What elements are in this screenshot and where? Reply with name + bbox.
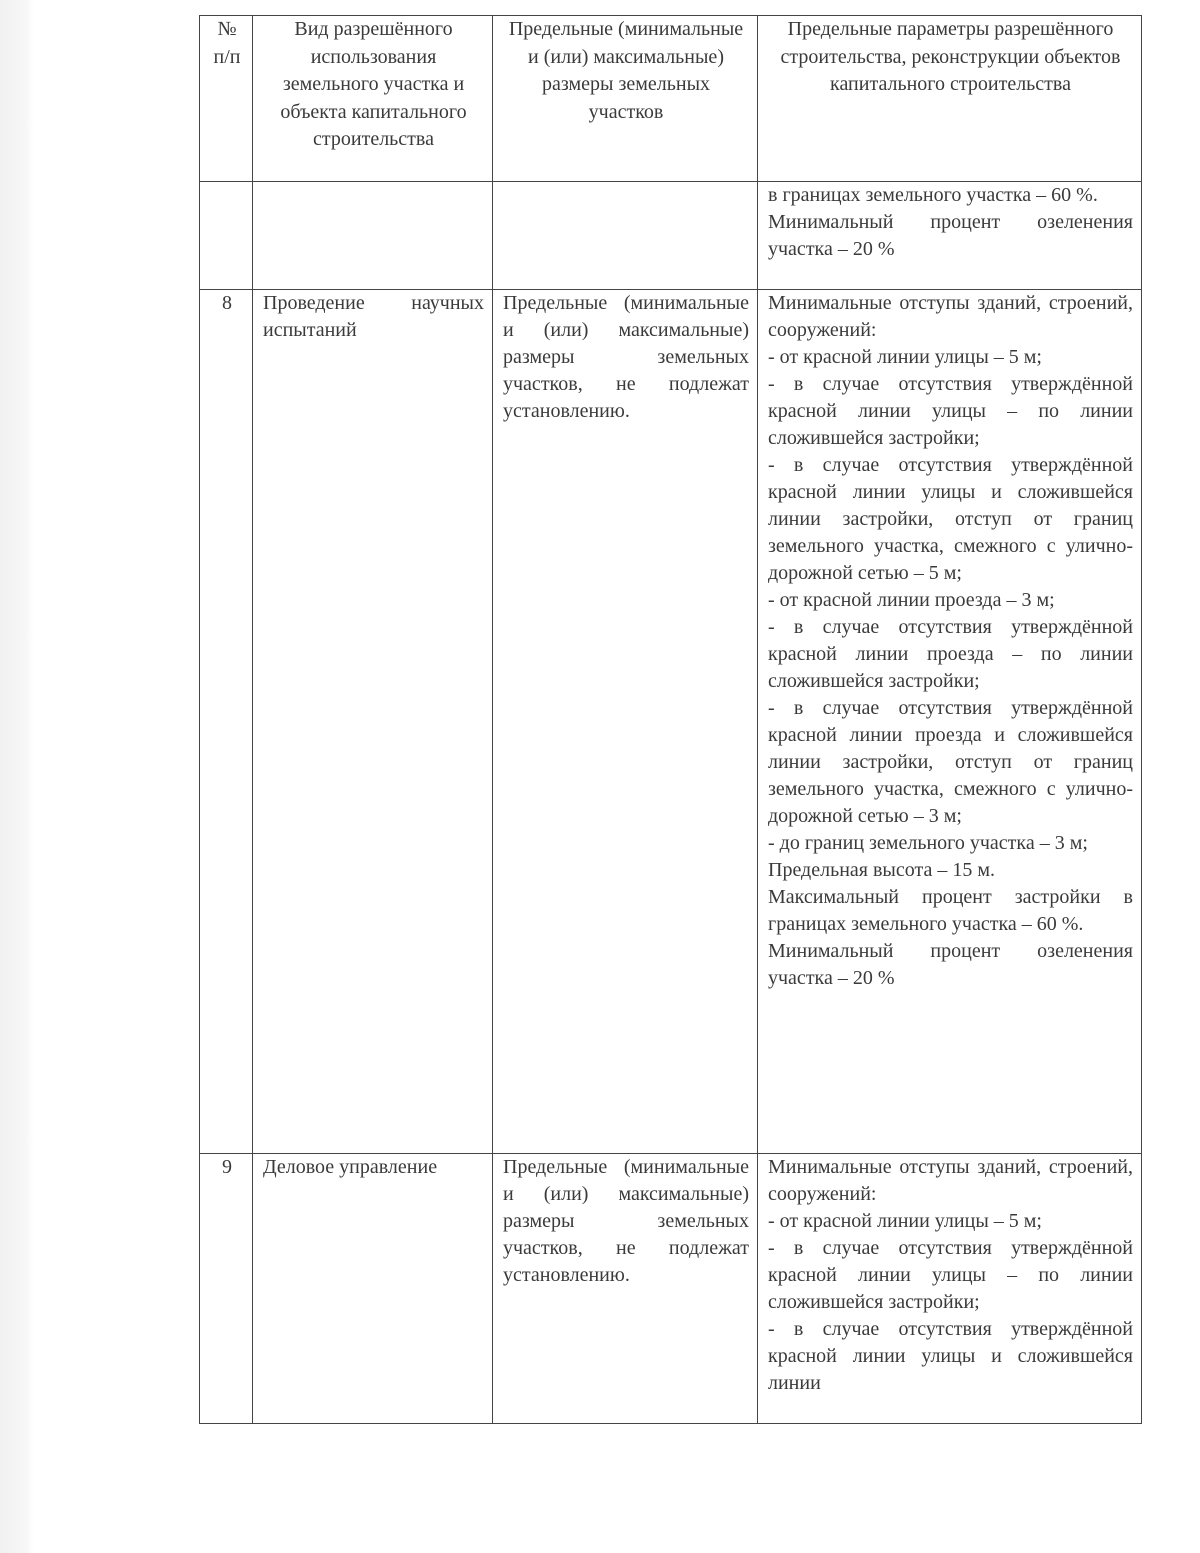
- param-line: Минимальные отступы зданий, строений, сооружений:: [768, 292, 1133, 341]
- param-line: Минимальные отступы зданий, строений, сооружений:: [768, 1156, 1133, 1205]
- row-use-type: Деловое управление: [253, 1154, 493, 1424]
- param-line: - в случае отсутствия утверждённой красной линии проезда – по линии сложившейся застройки;: [768, 616, 1133, 692]
- header-plot-size: Предельные (минимальные и (или) максимальные) размеры земельных участков: [493, 16, 758, 182]
- row-plot-size: Предельные (минимальные и (или) максимальные) размеры земельных участков, не подлежат установлению.: [493, 290, 758, 1154]
- row-plot-size: Предельные (минимальные и (или) максимальные) размеры земельных участков, не подлежат установлению.: [493, 1154, 758, 1424]
- table-row: [200, 182, 1142, 290]
- table-row: [200, 1154, 1142, 1424]
- row-use-type: Проведение научных испытаний: [253, 290, 493, 1154]
- header-build-params: Предельные параметры разрешённого строительства, реконструкции объектов капитального строительства: [758, 16, 1142, 182]
- table-row: [200, 290, 1142, 1154]
- param-line: - в случае отсутствия утверждённой красной линии улицы и сложившейся линии: [768, 1318, 1133, 1394]
- param-line: Предельная высота – 15 м.: [768, 859, 996, 881]
- scan-edge: [0, 0, 34, 1553]
- row-num: [200, 182, 253, 290]
- row-build-params: [758, 290, 1142, 1154]
- header-num: № п/п: [200, 16, 253, 182]
- row-build-params: [758, 182, 1142, 290]
- table-body: [200, 182, 1142, 1424]
- param-line: - в случае отсутствия утверждённой красной линии улицы – по линии сложившейся застройки;: [768, 373, 1133, 449]
- row-use-type: [253, 182, 493, 290]
- param-line: - в случае отсутствия утверждённой красной линии проезда и сложившейся линии застройки, отступ от границ земельного участка, смежного с улично-дорожной сетью – 3 м;: [768, 697, 1133, 827]
- param-line: - до границ земельного участка – 3 м;: [768, 832, 1088, 854]
- param-line: Максимальный процент застройки в границах земельного участка – 60 %.: [768, 886, 1133, 935]
- param-line: Минимальный процент озеленения участка – 20 %: [768, 211, 1133, 260]
- table-header: [200, 16, 1142, 182]
- param-line: - от красной линии проезда – 3 м;: [768, 589, 1055, 611]
- param-line: - в случае отсутствия утверждённой красной линии улицы и сложившейся линии застройки, отступ от границ земельного участка, смежного с улично-дорожной сетью – 5 м;: [768, 454, 1133, 584]
- param-line: - в случае отсутствия утверждённой красной линии улицы – по линии сложившейся застройки;: [768, 1237, 1133, 1313]
- row-plot-size: [493, 182, 758, 290]
- param-line: Минимальный процент озеленения участка – 20 %: [768, 940, 1133, 989]
- land-use-table: [199, 15, 1142, 1424]
- param-line: - от красной линии улицы – 5 м;: [768, 1210, 1042, 1232]
- header-row: [200, 16, 1142, 182]
- param-line: - от красной линии улицы – 5 м;: [768, 346, 1042, 368]
- header-use-type: Вид разрешённого использования земельного участка и объекта капитального строительства: [253, 16, 493, 182]
- row-num: 8: [200, 290, 253, 1154]
- row-num: 9: [200, 1154, 253, 1424]
- row-build-params: [758, 1154, 1142, 1424]
- param-line: в границах земельного участка – 60 %.: [768, 184, 1098, 206]
